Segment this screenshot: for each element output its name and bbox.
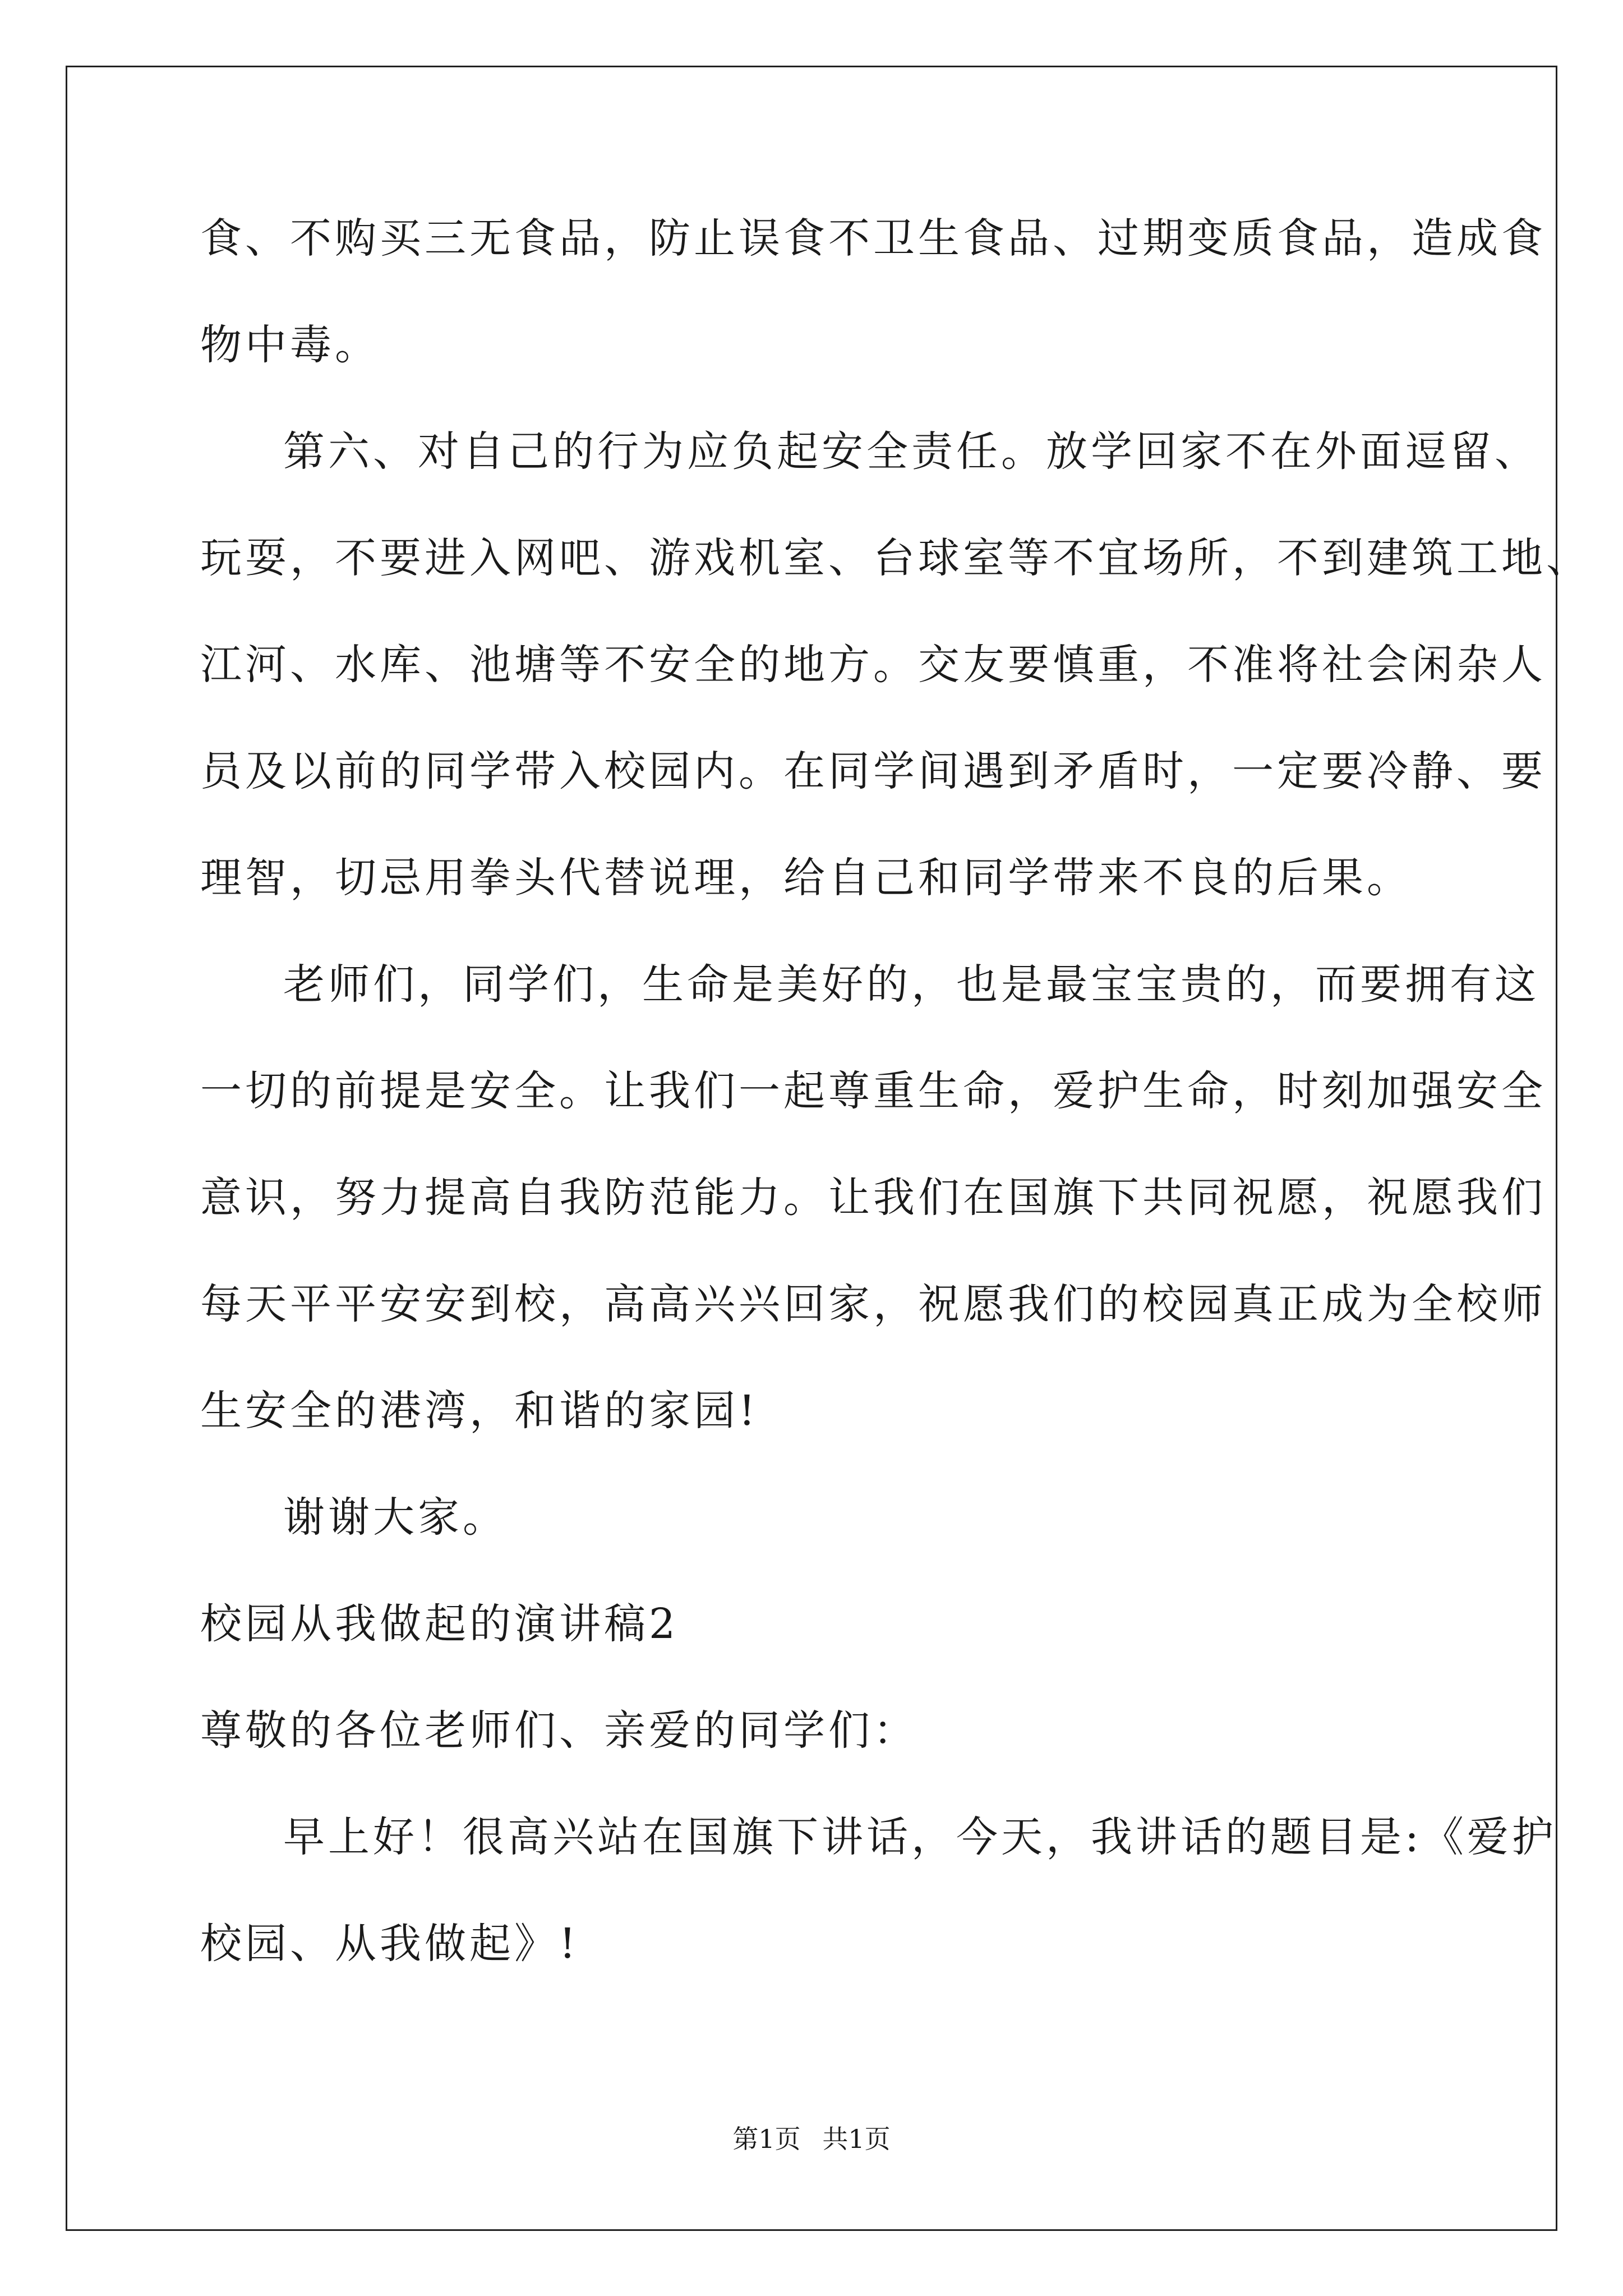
text-line: 江河、水库、池塘等不安全的地方。交友要慎重，不准将社会闲杂人 [200, 641, 1546, 689]
page-border [66, 66, 1557, 2231]
text-line: 玩耍，不要进入网吧、游戏机室、台球室等不宜场所，不到建筑工地、 [200, 534, 1591, 582]
page-number-total: 共1页 [822, 2124, 891, 2154]
text-line: 物中毒。 [200, 321, 380, 369]
text-line: 员及以前的同学带入校园内。在同学间遇到矛盾时，一定要冷静、要 [200, 747, 1546, 795]
text-line: 生安全的港湾，和谐的家园! [200, 1387, 759, 1435]
section-heading: 校园从我做起的演讲稿2 [200, 1600, 679, 1648]
text-line: 谢谢大家。 [283, 1493, 508, 1542]
text-line: 老师们，同学们，生命是美好的，也是最宝宝贵的，而要拥有这 [283, 960, 1539, 1009]
text-line: 每天平平安安到校，高高兴兴回家，祝愿我们的校园真正成为全校师 [200, 1280, 1546, 1328]
text-line: 第六、对自己的行为应负起安全责任。放学回家不在外面逗留、 [283, 427, 1539, 476]
text-line: 早上好！很高兴站在国旗下讲话，今天，我讲话的题目是:《爱护 [283, 1813, 1557, 1861]
page-footer [0, 2123, 1623, 2155]
text-line: 意识，努力提高自我防范能力。让我们在国旗下共同祝愿，祝愿我们 [200, 1174, 1546, 1222]
text-line: 理智，切忌用拳头代替说理，给自己和同学带来不良的后果。 [200, 854, 1412, 902]
page-number-current: 第1页 [732, 2124, 801, 2154]
text-line: 食、不购买三无食品，防止误食不卫生食品、过期变质食品，造成食 [200, 214, 1546, 263]
salutation: 尊敬的各位老师们、亲爱的同学们： [200, 1706, 918, 1755]
text-line: 校园、从我做起》! [200, 1920, 579, 1968]
text-line: 一切的前提是安全。让我们一起尊重生命，爱护生命，时刻加强安全 [200, 1067, 1546, 1115]
